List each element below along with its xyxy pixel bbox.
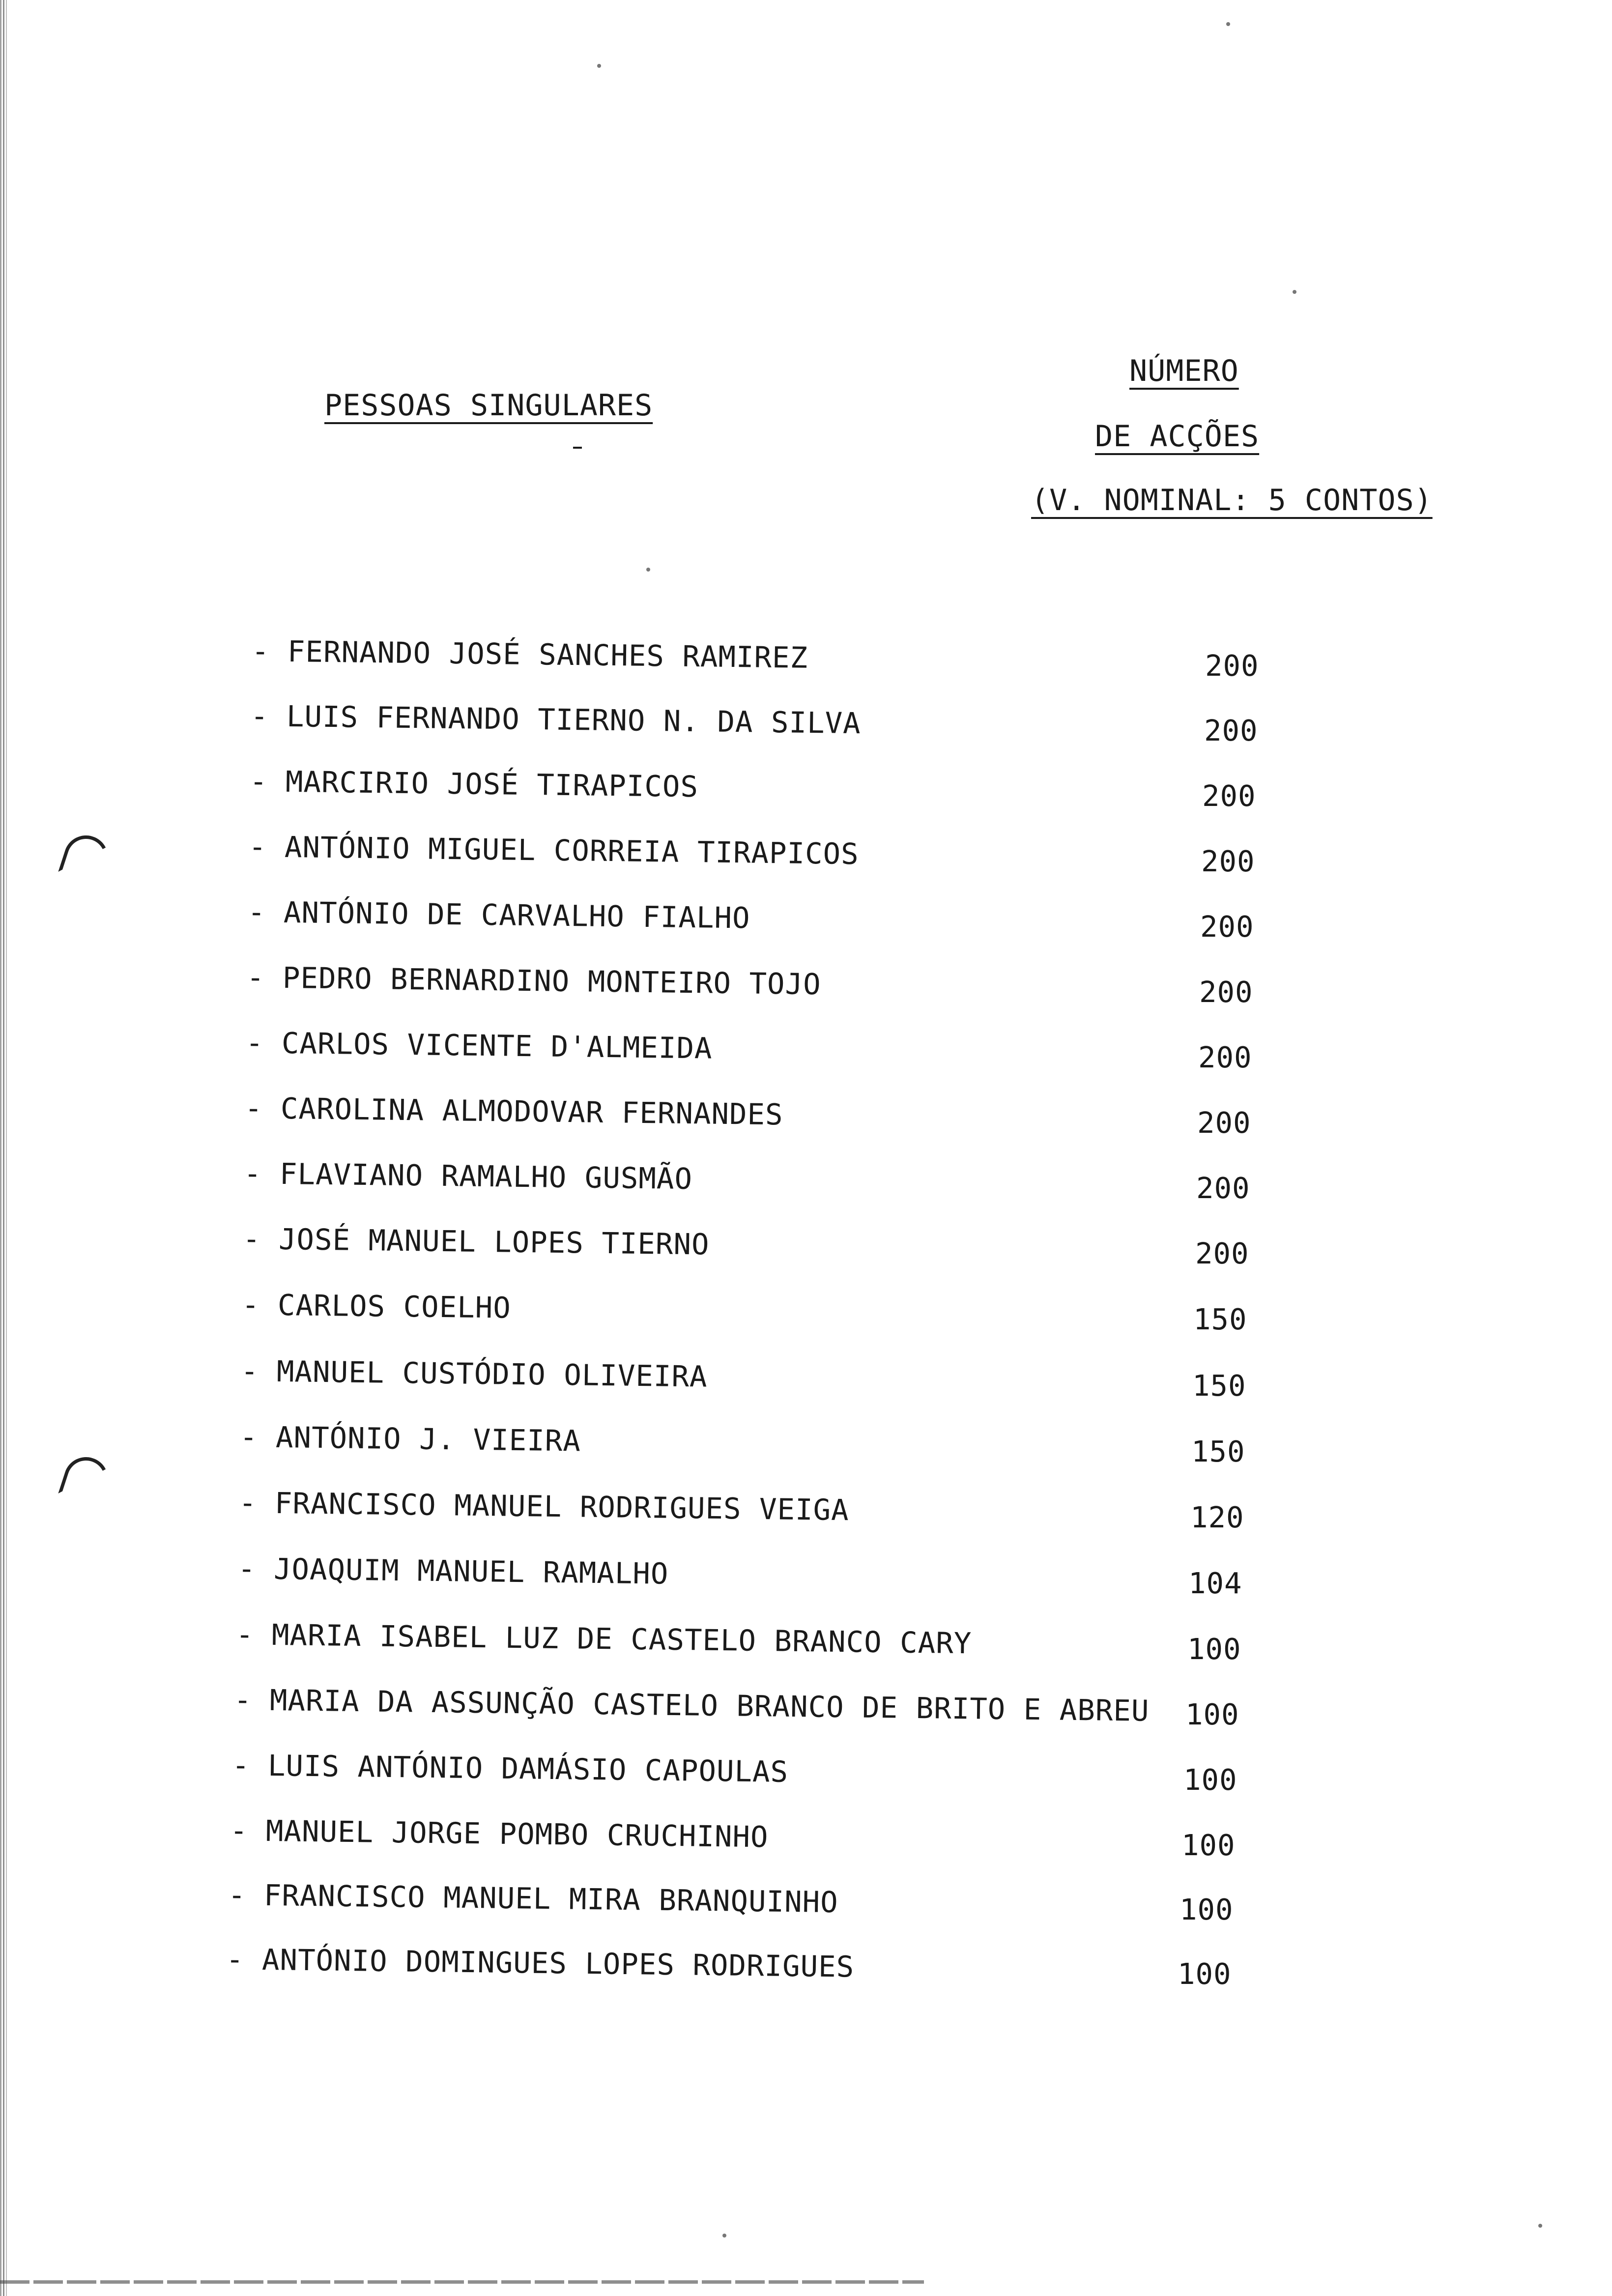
shareholder-name: - MARIA ISABEL LUZ DE CASTELO BRANCO CARY bbox=[235, 1617, 972, 1661]
share-count: 150 bbox=[1193, 1302, 1247, 1336]
shareholder-name: - JOSÉ MANUEL LOPES TIERNO bbox=[242, 1222, 710, 1262]
share-count: 100 bbox=[1185, 1697, 1239, 1731]
share-count: 200 bbox=[1197, 1106, 1251, 1140]
share-count: 200 bbox=[1204, 714, 1258, 747]
shareholder-name: - ANTÓNIO J. VIEIRA bbox=[239, 1420, 581, 1458]
list-item bbox=[0, 764, 1612, 813]
scan-speck bbox=[722, 2234, 726, 2238]
share-count: 150 bbox=[1192, 1369, 1246, 1403]
list-item bbox=[0, 699, 1612, 747]
list-item bbox=[0, 1026, 1612, 1074]
shareholder-name: - MARCIRIO JOSÉ TIRAPICOS bbox=[249, 764, 699, 804]
list-item bbox=[0, 1748, 1612, 1797]
shareholder-name: - ANTÓNIO DE CARVALHO FIALHO bbox=[247, 895, 750, 935]
list-item bbox=[0, 1878, 1612, 1926]
column-header-line2: DE ACÇÕES bbox=[1095, 419, 1260, 454]
shareholder-name: - ANTÓNIO MIGUEL CORREIA TIRAPICOS bbox=[248, 830, 860, 871]
title-dash-mark bbox=[573, 447, 582, 449]
list-item bbox=[0, 1091, 1612, 1140]
shareholder-name: - ANTÓNIO DOMINGUES LOPES RODRIGUES bbox=[226, 1942, 855, 1984]
column-header-line3: (V. NOMINAL: 5 CONTOS) bbox=[1031, 483, 1433, 517]
shareholder-name: - FRANCISCO MANUEL MIRA BRANQUINHO bbox=[228, 1878, 839, 1920]
shareholder-name: - CARLOS VICENTE D'ALMEIDA bbox=[245, 1026, 713, 1065]
list-item bbox=[0, 1288, 1612, 1336]
list-item bbox=[0, 1156, 1612, 1205]
share-count: 100 bbox=[1178, 1957, 1232, 1991]
share-count: 100 bbox=[1180, 1893, 1234, 1926]
list-item bbox=[0, 1813, 1612, 1862]
shareholder-name: - FLAVIANO RAMALHO GUSMÃO bbox=[243, 1156, 693, 1196]
shareholder-name: - MARIA DA ASSUNÇÃO CASTELO BRANCO DE BRITO E ABREU bbox=[233, 1683, 1150, 1728]
share-count: 200 bbox=[1200, 910, 1254, 944]
column-header-line1: NÚMERO bbox=[1129, 354, 1239, 388]
list-item bbox=[0, 1551, 1612, 1600]
list-item bbox=[0, 1354, 1612, 1403]
list-item bbox=[0, 1617, 1612, 1666]
shareholder-name: - JOAQUIM MANUEL RAMALHO bbox=[237, 1551, 669, 1591]
scan-speck bbox=[1538, 2224, 1542, 2228]
shareholder-name: - CARLOS COELHO bbox=[241, 1288, 512, 1325]
share-count: 200 bbox=[1201, 844, 1255, 878]
shareholder-name: - LUIS FERNANDO TIERNO N. DA SILVA bbox=[250, 699, 862, 741]
shareholder-name: - CAROLINA ALMODOVAR FERNANDES bbox=[244, 1091, 783, 1132]
scan-speck bbox=[646, 568, 650, 572]
share-count: 150 bbox=[1191, 1435, 1245, 1468]
shareholder-name: - MANUEL JORGE POMBO CRUCHINHO bbox=[230, 1813, 769, 1854]
list-item bbox=[0, 960, 1612, 1009]
scan-speck bbox=[597, 64, 601, 68]
scan-speck bbox=[1226, 22, 1230, 26]
share-count: 200 bbox=[1205, 649, 1259, 683]
scan-speck bbox=[1293, 290, 1296, 294]
shareholder-name: - MANUEL CUSTÓDIO OLIVEIRA bbox=[240, 1354, 708, 1394]
share-count: 104 bbox=[1188, 1566, 1242, 1600]
share-count: 200 bbox=[1198, 1040, 1252, 1074]
shareholder-name: - FRANCISCO MANUEL RODRIGUES VEIGA bbox=[238, 1486, 850, 1527]
share-count: 100 bbox=[1183, 1763, 1238, 1797]
list-item bbox=[0, 1683, 1612, 1731]
list-item bbox=[0, 1942, 1612, 1991]
share-count: 120 bbox=[1190, 1500, 1244, 1534]
shareholder-name: - LUIS ANTÓNIO DAMÁSIO CAPOULAS bbox=[231, 1748, 789, 1789]
list-item bbox=[0, 1486, 1612, 1534]
list-item bbox=[0, 830, 1612, 878]
list-item bbox=[0, 634, 1612, 683]
share-count: 200 bbox=[1196, 1171, 1250, 1205]
list-item bbox=[0, 1222, 1612, 1270]
share-count: 100 bbox=[1187, 1632, 1241, 1666]
scan-bottom-edge bbox=[0, 2280, 924, 2284]
shareholder-name: - FERNANDO JOSÉ SANCHES RAMIREZ bbox=[251, 634, 808, 675]
list-item bbox=[0, 895, 1612, 944]
share-count: 100 bbox=[1181, 1828, 1236, 1862]
list-item bbox=[0, 1420, 1612, 1468]
section-title: PESSOAS SINGULARES bbox=[324, 388, 653, 423]
shareholder-name: - PEDRO BERNARDINO MONTEIRO TOJO bbox=[246, 960, 822, 1002]
share-count: 200 bbox=[1202, 779, 1256, 813]
share-count: 200 bbox=[1195, 1236, 1249, 1270]
share-count: 200 bbox=[1199, 975, 1253, 1009]
